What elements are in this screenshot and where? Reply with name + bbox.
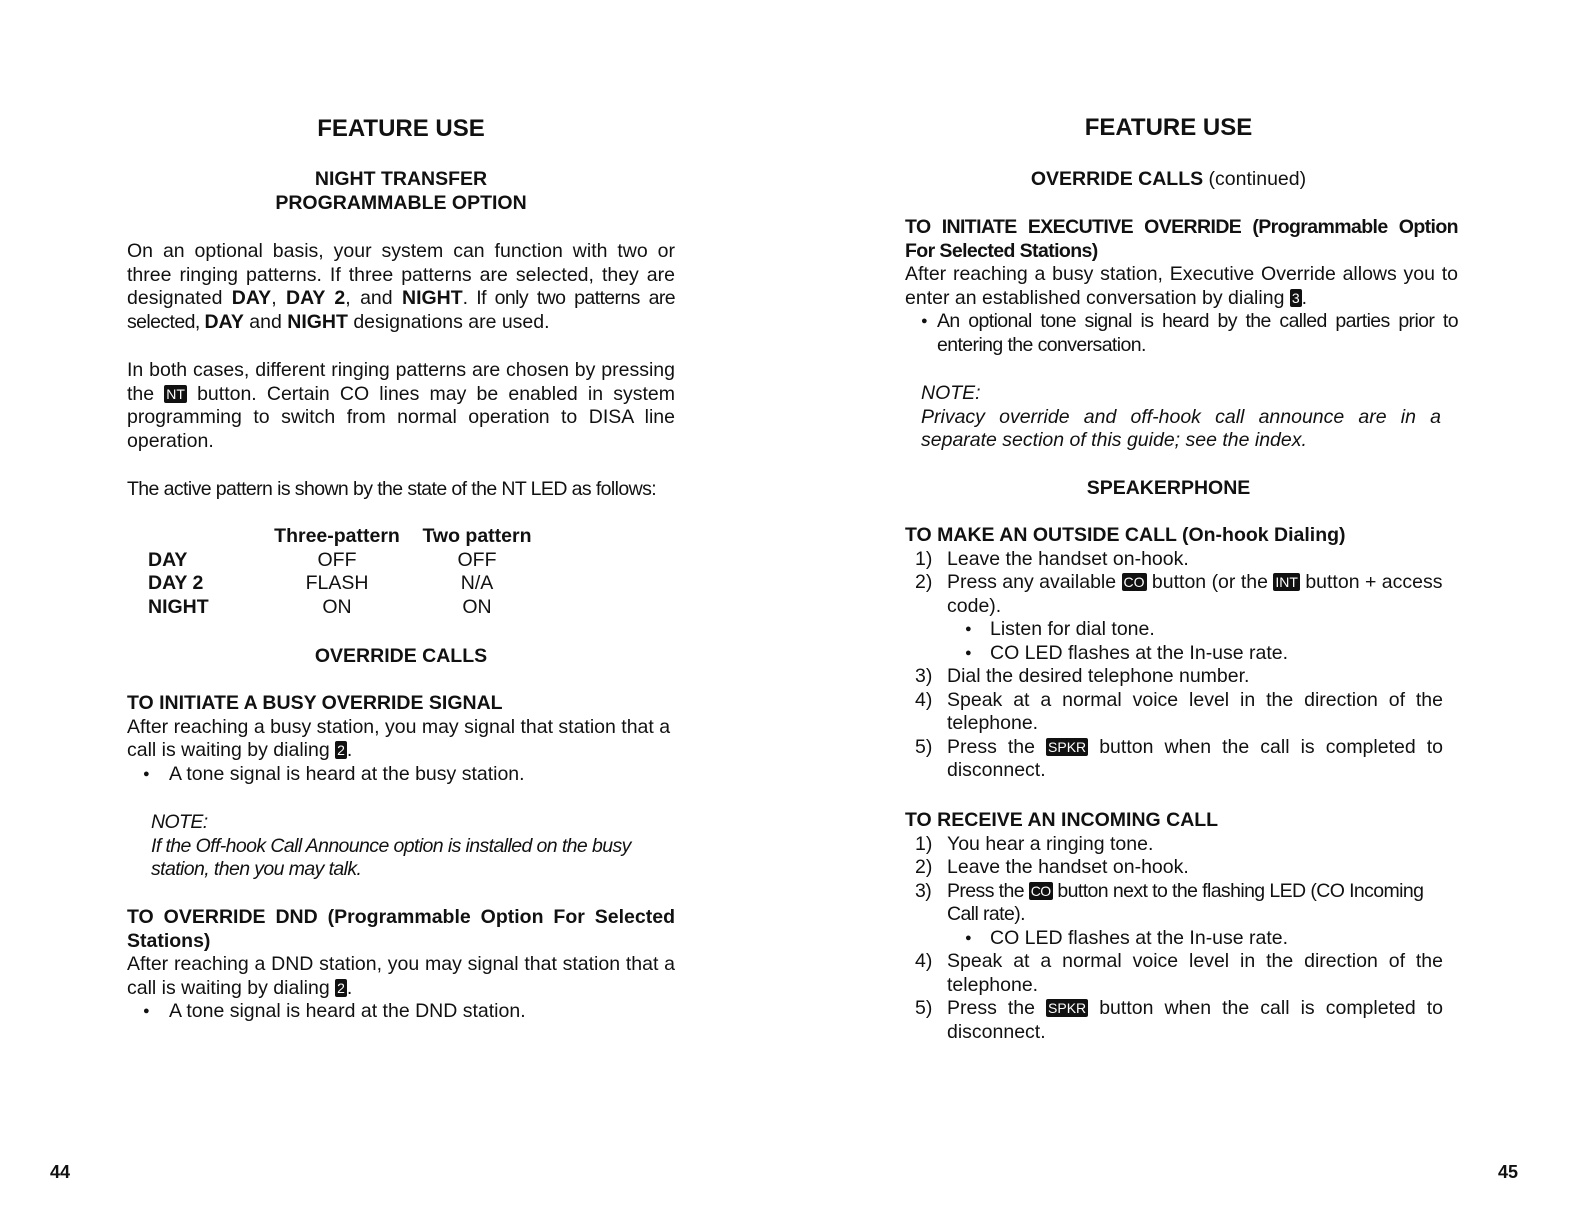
incoming-call-heading: TO RECEIVE AN INCOMING CALL [905, 809, 1219, 831]
section-heading-night-transfer: NIGHT TRANSFER [314, 168, 488, 190]
list-item: ● A tone signal is heard at the busy station. [127, 763, 675, 787]
busy-override-text: After reaching a busy station, you may signal that station that a call is waiting by dialing 2 . [127, 715, 671, 761]
section-subheading-programmable: PROGRAMMABLE OPTION [275, 191, 527, 214]
table-header-two-pattern: Two pattern [422, 525, 532, 547]
list-item: ● A tone signal is heard at the DND station. [127, 1000, 675, 1024]
co-key-icon: CO [1123, 574, 1145, 590]
dnd-override-section [127, 906, 675, 1024]
busy-override-heading: TO INITIATE A BUSY OVERRIDE SIGNAL [127, 692, 503, 714]
night-transfer-paragraph-2: In both cases, different ringing patterns are chosen by pressing the NT button. Certain CO lines may be enabled in system programming to switch from normal operation to DISA line operation. [127, 359, 675, 452]
section-heading-override-calls: OVERRIDE CALLS [314, 645, 488, 667]
list-item: 4) Speak at a normal voice level in the direction of the telephone. [915, 950, 1443, 996]
digit-3-key-icon: 3 [1291, 289, 1300, 306]
list-item: 2) Leave the handset on-hook. [915, 856, 1189, 878]
note-text: If the Off-hook Call Announce option is installed on the busy station, then you may talk. [151, 834, 631, 880]
list-item: ● An optional tone signal is heard by the called parties prior to entering the conversation. [905, 310, 1458, 357]
led-pattern-table [148, 525, 532, 619]
page-title: FEATURE USE [317, 115, 485, 142]
outside-call-section [905, 524, 1443, 783]
note-block [921, 382, 1441, 453]
night-transfer-paragraph-1: On an optional basis, your system can function with two or three ringing patterns. If three patterns are selected, they are designated DAY, DAY 2, and NIGHT. If only two patterns are selected, DAY and NIGHT designations are used. [127, 240, 675, 333]
spkr-key-icon: SPKR [1048, 738, 1087, 755]
busy-override-section [127, 692, 675, 786]
co-key-icon: CO [1030, 882, 1051, 899]
nt-key-icon: NT [166, 385, 185, 402]
note-block [151, 811, 681, 882]
section-heading-override-continued: OVERRIDE CALLS (continued) [1030, 168, 1307, 190]
table-header-three-pattern: Three-pattern [274, 525, 400, 547]
page-title: FEATURE USE [1084, 114, 1253, 141]
digit-2-key-icon: 2 [337, 979, 345, 996]
incoming-call-section [905, 809, 1443, 1044]
list-item: 1) Leave the handset on-hook. [915, 547, 1189, 570]
note-label: NOTE: [921, 382, 981, 404]
list-item: ● CO LED flashes at the In-use rate. [905, 927, 1443, 951]
note-text: Privacy override and off-hook call announce are in a separate section of this guide; see the index. [921, 405, 1441, 451]
outside-call-heading: TO MAKE AN OUTSIDE CALL (On-hook Dialing) [905, 524, 1346, 546]
list-item: 1) You hear a ringing tone. [915, 832, 1154, 855]
table-row: DAY OFF OFF [148, 548, 497, 571]
digit-2-key-icon: 2 [337, 742, 345, 758]
list-item: ● CO LED flashes at the In-use rate. [905, 642, 1443, 666]
page-number-right: 45 [1498, 1162, 1519, 1182]
page-number-left: 44 [50, 1162, 71, 1182]
dnd-override-text: After reaching a DND station, you may signal that station that a call is waiting by dialing 2 . [127, 953, 675, 999]
spkr-key-icon: SPKR [1048, 1000, 1087, 1016]
note-label: NOTE: [151, 811, 208, 833]
table-row: DAY 2 FLASH N/A [148, 572, 494, 594]
executive-override-heading: TO INITIATE EXECUTIVE OVERRIDE (Programmable Option For Selected Stations) [905, 216, 1458, 262]
executive-override-text: After reaching a busy station, Executive Override allows you to enter an established conversation by dialing 3 . [905, 263, 1458, 309]
night-transfer-paragraph-3: The active pattern is shown by the state of the NT LED as follows: [127, 478, 657, 500]
list-item: ● Listen for dial tone. [905, 618, 1443, 642]
list-item: 4) Speak at a normal voice level in the direction of the telephone. [915, 688, 1443, 734]
list-item: 3) Dial the desired telephone number. [915, 665, 1250, 687]
int-key-icon: INT [1275, 574, 1298, 590]
section-heading-speakerphone: SPEAKERPHONE [1086, 477, 1251, 499]
dnd-override-heading: TO OVERRIDE DND (Programmable Option For Selected Stations) [127, 906, 675, 952]
list-item: 5) Press the SPKR button when the call is completed to disconnect. [915, 735, 1443, 781]
list-item: 5) Press the SPKR button when the call is completed to disconnect. [915, 997, 1443, 1043]
executive-override-section [905, 216, 1458, 357]
table-row: NIGHT ON ON [148, 595, 492, 618]
list-item: 3) Press the CO button next to the flashing LED (CO Incoming Call rate). [915, 879, 1424, 925]
list-item: 2) Press any available CO button (or the INT button + access code). [915, 571, 1443, 617]
